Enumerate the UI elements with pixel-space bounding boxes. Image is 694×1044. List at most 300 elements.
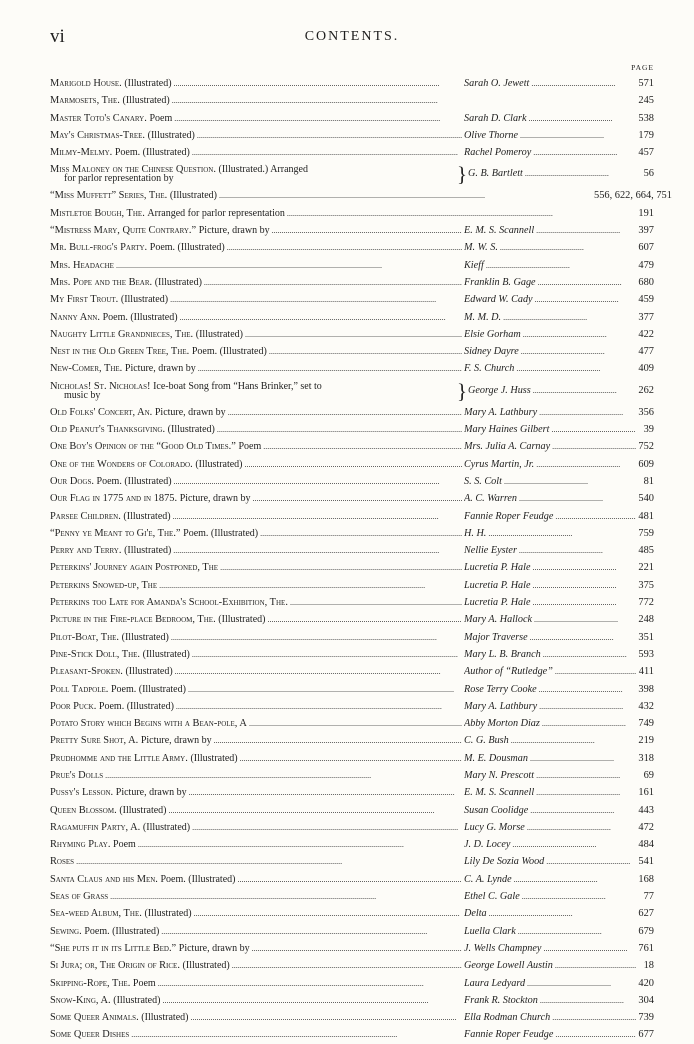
entry-author: Author of “Rutledge”	[464, 666, 553, 678]
entry-author: Sarah D. Clark	[464, 112, 527, 124]
entry-author: Lucretia P. Hale	[464, 562, 531, 574]
entry-title: Mistletoe Bough, The.	[50, 207, 145, 219]
entry-title-line	[50, 646, 462, 663]
entry-title: Potato Story which Begins with a Bean-pole, A	[50, 718, 247, 730]
entry-title: Master Toto's Canary.	[50, 112, 147, 124]
entry-title: One Boy's Opinion of the “Good Old Times.”	[50, 441, 236, 453]
entry-description: (Illustrated)	[142, 648, 190, 660]
toc-entry	[50, 438, 654, 455]
entry-page-number: 680	[638, 276, 654, 288]
entry-author: S. S. Colt	[464, 475, 502, 487]
entry-title: Old Peanut's Thanksgiving.	[50, 424, 166, 436]
entry-description: (Illustrated)	[119, 804, 167, 816]
entry-title-line	[50, 542, 462, 559]
entry-title: Prudhomme and the Little Army.	[50, 752, 188, 764]
entry-author: Ella Rodman Church	[464, 1012, 551, 1024]
entry-description: (Illustrated)	[195, 328, 243, 340]
page-folio: vi	[50, 26, 65, 47]
entry-description: Picture, drawn by	[140, 735, 212, 747]
entry-title: Pilot-Boat, The.	[50, 631, 120, 643]
toc-entry	[50, 853, 654, 870]
entry-title: “Miss Muffett” Series, The.	[50, 190, 168, 202]
entry-author: Mary A. Lathbury	[464, 406, 538, 418]
toc-entry	[50, 819, 654, 836]
contents-list	[50, 75, 672, 1044]
entry-title-line	[50, 871, 462, 888]
entry-title-line	[50, 378, 462, 395]
entry-title-line	[50, 525, 462, 542]
toc-entry	[50, 490, 654, 507]
entry-title-line	[50, 309, 462, 326]
entry-title-line	[50, 784, 462, 801]
entry-title-line	[50, 222, 462, 239]
entry-description: Poem. (Illustrated)	[96, 475, 172, 487]
entry-page-number: 409	[638, 363, 654, 375]
entry-description: (Illustrated)	[147, 129, 195, 141]
toc-entry	[50, 75, 654, 92]
entry-description: Arranged for parlor representation	[147, 207, 285, 219]
entry-title: Marmosets, The.	[50, 95, 120, 107]
entry-title-line	[50, 257, 462, 274]
entry-page-number: 472	[638, 821, 654, 833]
entry-page-number: 477	[638, 346, 654, 358]
entry-title-line	[50, 438, 462, 455]
entry-author: F. S. Church	[464, 363, 515, 375]
entry-page-number: 221	[638, 562, 654, 574]
entry-author: C. G. Bush	[464, 735, 509, 747]
entry-description: Poem. (Illustrated)	[98, 700, 174, 712]
entry-description: Poem	[149, 112, 173, 124]
toc-entry	[50, 888, 654, 905]
entry-title-line	[50, 326, 462, 343]
entry-title: Nanny Ann.	[50, 311, 100, 323]
toc-entry	[50, 611, 654, 628]
entry-page-number: 607	[638, 242, 654, 254]
toc-entry	[50, 802, 654, 819]
entry-author: Elsie Gorham	[464, 328, 521, 340]
entry-title-line	[50, 490, 462, 507]
entry-author: Sidney Dayre	[464, 346, 519, 358]
entry-title: Poor Puck.	[50, 700, 97, 712]
toc-entry	[50, 629, 654, 646]
entry-title: Prue's Dolls	[50, 769, 104, 781]
entry-page-number: 351	[638, 631, 654, 643]
entry-author: George J. Huss	[468, 384, 531, 396]
entry-title-line	[50, 274, 462, 291]
entry-title: Seas of Grass	[50, 891, 109, 903]
entry-description: Poem. (Illustrated)	[102, 311, 178, 323]
entry-title: Sewing.	[50, 925, 82, 937]
entry-title: Peterkins too Late for Amanda's School-Exhibition, The.	[50, 597, 288, 609]
entry-author: Nellie Eyster	[464, 545, 517, 557]
entry-title: Pleasant-Spoken.	[50, 666, 123, 678]
entry-title-line	[50, 732, 462, 749]
entry-title-line	[50, 559, 462, 576]
entry-title-line	[50, 957, 462, 974]
entry-title-line	[50, 992, 462, 1009]
entry-page-number: 479	[638, 259, 654, 271]
entry-description: (Illustrated)	[218, 614, 266, 626]
entry-page-number: 752	[638, 441, 654, 453]
page-column-heading: PAGE	[631, 63, 654, 72]
entry-title-line	[50, 291, 462, 308]
entry-title-line	[50, 663, 462, 680]
entry-title: Some Queer Animals.	[50, 1012, 139, 1024]
entry-title: “Penny ye Meant to Gi'e, The.”	[50, 527, 181, 539]
entry-author: M. W. S.	[464, 242, 498, 254]
entry-page-number: 161	[638, 787, 654, 799]
entry-page-number: 457	[638, 147, 654, 159]
entry-page-number: 481	[638, 510, 654, 522]
entry-page-number: 304	[638, 994, 654, 1006]
toc-entry	[50, 239, 654, 256]
entry-page-number: 459	[638, 294, 654, 306]
entry-page-number: 679	[638, 925, 654, 937]
toc-entry	[50, 378, 654, 404]
entry-description: Picture, drawn by	[179, 493, 251, 505]
entry-description: Poem. (Illustrated)	[191, 346, 267, 358]
entry-title: Skipping-Rope, The.	[50, 977, 131, 989]
entry-page-number: 759	[638, 527, 654, 539]
toc-entry	[50, 1026, 654, 1043]
entry-author: Mary L. B. Branch	[464, 648, 541, 660]
toc-entry	[50, 456, 654, 473]
entry-description: (Illustrated)	[142, 821, 191, 833]
entry-author: Fannie Roper Feudge	[464, 1029, 554, 1041]
entry-title: Pretty Sure Shot, A.	[50, 735, 139, 747]
entry-author: Luella Clark	[464, 925, 516, 937]
entry-description: (Illustrated)	[124, 78, 172, 89]
entry-author: E. M. S. Scannell	[464, 225, 535, 237]
entry-description: (Illustrated)	[113, 994, 161, 1006]
entry-author: Olive Thorne	[464, 129, 519, 141]
entry-title: “She puts it in its Little Bed.”	[50, 942, 177, 954]
entry-author: Mary A. Lathbury	[464, 700, 538, 712]
entry-title-line	[50, 802, 462, 819]
entry-description: Poem. (Illustrated)	[84, 925, 160, 937]
toc-entry	[50, 577, 654, 594]
entry-page-number: 245	[638, 95, 654, 107]
entry-title: Roses	[50, 856, 75, 868]
entry-title: Some Queer Dishes	[50, 1029, 130, 1041]
entry-description: Picture, drawn by	[124, 363, 196, 375]
entry-description: (Illustrated)	[154, 276, 202, 288]
toc-entry	[50, 681, 654, 698]
entry-title: Old Folks' Concert, An.	[50, 406, 153, 418]
entry-title-line	[50, 110, 462, 127]
entry-description: Ice-boat Song from “Hans Brinker,” set to	[153, 380, 322, 392]
entry-title-line	[50, 92, 580, 109]
entry-title-line	[50, 715, 462, 732]
entry-page-number: 69	[643, 769, 654, 781]
toc-entry	[50, 715, 654, 732]
entry-author: Mrs. Julia A. Carnay	[464, 441, 551, 453]
entry-description: Poem	[132, 977, 156, 989]
entry-description: Poem. (Illustrated)	[149, 242, 225, 254]
entry-title-line	[50, 187, 580, 204]
entry-description: (Illustrated)	[144, 908, 192, 920]
entry-author: Cyrus Martin, Jr.	[464, 458, 535, 470]
entry-description: Picture, drawn by	[115, 787, 187, 799]
entry-title: Pine-Stick Doll, The.	[50, 648, 141, 660]
entry-author: Lucretia P. Hale	[464, 579, 531, 591]
entry-page-number: 179	[638, 129, 654, 141]
entry-author: M. M. D.	[464, 311, 502, 323]
toc-entry	[50, 525, 654, 542]
entry-title: New-Comer, The.	[50, 363, 123, 375]
entry-description: (Illustrated)	[182, 960, 230, 972]
toc-entry	[50, 975, 654, 992]
entry-title: Ragamuffin Party, A.	[50, 821, 141, 833]
entry-title-line	[50, 404, 462, 421]
entry-description: (Illustrated)	[122, 95, 170, 107]
entry-description: (Illustrated)	[167, 424, 215, 436]
entry-title-line	[50, 144, 462, 161]
entry-page-number: 538	[638, 112, 654, 124]
toc-entry	[50, 992, 654, 1009]
toc-entry	[50, 1009, 654, 1026]
entry-author: Fannie Roper Feudge	[464, 510, 554, 522]
entry-title-line	[50, 421, 462, 438]
toc-entry	[50, 836, 654, 853]
brace-glyph: }	[457, 378, 468, 403]
entry-description: (Illustrated)	[141, 1012, 189, 1024]
entry-description: Poem	[113, 839, 136, 851]
toc-entry	[50, 343, 654, 360]
toc-entry	[50, 663, 654, 680]
entry-title: Nest in the Old Green Tree, The.	[50, 346, 190, 358]
entry-page-number: 739	[638, 1012, 654, 1024]
entry-page-number: 485	[638, 545, 654, 557]
entry-page-number: 191	[638, 207, 654, 219]
entry-page-number: 81	[643, 475, 654, 487]
toc-entry	[50, 750, 654, 767]
entry-description: (Illustrated)	[195, 458, 243, 470]
entry-page-number: 39	[643, 424, 654, 436]
entry-description: Picture, drawn by	[154, 406, 226, 418]
entry-author: M. E. Dousman	[464, 752, 528, 764]
entry-title-line	[50, 508, 462, 525]
entry-author: Major Traverse	[464, 631, 528, 643]
entry-title-line	[50, 905, 462, 922]
toc-entry	[50, 92, 654, 109]
entry-page-number: 397	[638, 225, 654, 237]
entry-title: Santa Claus and his Men.	[50, 873, 158, 885]
entry-page-number: 219	[638, 735, 654, 747]
entry-title-line	[50, 836, 462, 853]
entry-page-number: 318	[638, 752, 654, 764]
toc-entry	[50, 421, 654, 438]
entry-description: (Illustrated)	[169, 190, 218, 202]
entry-page-number: 540	[638, 493, 654, 505]
entry-author: Sarah O. Jewett	[464, 78, 530, 89]
entry-author: Ethel C. Gale	[464, 891, 520, 903]
entry-author: Rachel Pomeroy	[464, 147, 532, 159]
toc-entry	[50, 473, 654, 490]
entry-page-number: 556, 622, 664, 751	[594, 190, 672, 202]
entry-continuation: music by	[64, 389, 101, 401]
entry-page-number: 593	[638, 648, 654, 660]
toc-entry	[50, 957, 654, 974]
entry-page-number: 377	[638, 311, 654, 323]
entry-author: Mary N. Prescott	[464, 769, 535, 781]
entry-author: Laura Ledyard	[464, 977, 526, 989]
entry-title-line	[50, 975, 462, 992]
entry-page-number: 420	[638, 977, 654, 989]
entry-title-line	[50, 594, 462, 611]
toc-entry	[50, 594, 654, 611]
entry-title-line	[50, 473, 462, 490]
entry-author: Mary A. Hallock	[464, 614, 532, 626]
entry-page-number: 749	[638, 718, 654, 730]
entry-title-line	[50, 1026, 462, 1043]
entry-title-line	[50, 888, 462, 905]
entry-description: (Illustrated)	[124, 545, 172, 557]
entry-page-number: 375	[638, 579, 654, 591]
entry-page-number: 443	[638, 804, 654, 816]
entry-author: Kieff	[464, 259, 484, 271]
entry-title: Mr. Bull-frog's Party.	[50, 242, 148, 254]
entry-title-line	[50, 698, 462, 715]
toc-entry	[50, 508, 654, 525]
entry-description: (Illustrated)	[190, 752, 238, 764]
entry-description: (Illustrated)	[121, 631, 169, 643]
entry-title: May's Christmas-Tree.	[50, 129, 146, 141]
entry-title: Nicholas! St. Nicholas!	[50, 380, 151, 392]
entry-title-line	[50, 239, 462, 256]
entry-page-number: 356	[638, 406, 654, 418]
entry-title: Sea-weed Album, The.	[50, 908, 142, 920]
entry-title-line	[50, 205, 580, 222]
toc-entry	[50, 871, 654, 888]
entry-author: Lucretia P. Hale	[464, 597, 531, 609]
toc-entry	[50, 161, 654, 187]
toc-entry	[50, 309, 654, 326]
toc-entry	[50, 205, 654, 222]
toc-entry	[50, 257, 654, 274]
toc-entry	[50, 784, 654, 801]
entry-title-line	[50, 853, 462, 870]
toc-entry	[50, 646, 654, 663]
entry-title: Peterkins Snowed-up, The	[50, 579, 158, 591]
entry-title: Milmy-Melmy.	[50, 147, 113, 159]
toc-entry	[50, 274, 654, 291]
entry-author: A. C. Warren	[464, 493, 518, 505]
toc-entry	[50, 222, 654, 239]
entry-title-line	[50, 940, 462, 957]
entry-page-number: 484	[638, 839, 654, 851]
entry-page-number: 262	[638, 384, 654, 396]
entry-page-number: 56	[643, 168, 654, 180]
toc-entry	[50, 326, 654, 343]
entry-page-number: 248	[638, 614, 654, 626]
entry-title: Our Dogs.	[50, 475, 94, 487]
entry-author: Frank R. Stockton	[464, 994, 538, 1006]
entry-title-line	[50, 75, 462, 92]
entry-description: (Illustrated)	[125, 666, 173, 678]
toc-entry	[50, 291, 654, 308]
entry-page-number: 18	[643, 960, 654, 972]
toc-entry	[50, 542, 654, 559]
entry-author: Lucy G. Morse	[464, 821, 525, 833]
page-title: CONTENTS.	[304, 29, 400, 44]
entry-title-line	[50, 767, 462, 784]
toc-entry	[50, 127, 654, 144]
entry-title-line	[50, 456, 462, 473]
entry-description: (Illustrated)	[123, 510, 171, 522]
entry-description: Poem. (Illustrated)	[114, 147, 190, 159]
entry-title: “Mistress Mary, Quite Contrary.”	[50, 225, 197, 237]
entry-title: Mrs. Headache	[50, 259, 114, 271]
entry-page-number: 609	[638, 458, 654, 470]
entry-author: Mary Haines Gilbert	[464, 424, 550, 436]
entry-title-line	[50, 360, 462, 377]
entry-author: Susan Coolidge	[464, 804, 529, 816]
entry-title-line	[50, 819, 462, 836]
toc-entry	[50, 767, 654, 784]
entry-author: Franklin B. Gage	[464, 276, 536, 288]
entry-author: H. H.	[464, 527, 487, 539]
toc-entry	[50, 404, 654, 421]
entry-title-line	[50, 1009, 462, 1026]
entry-page-number: 627	[638, 908, 654, 920]
entry-title-line	[50, 750, 462, 767]
entry-author: Lily De Sozia Wood	[464, 856, 545, 868]
entry-description: Picture, drawn by	[198, 225, 270, 237]
entry-title: Poll Tadpole.	[50, 683, 109, 695]
entry-description: Poem. (Illustrated)	[183, 527, 259, 539]
toc-entry	[50, 559, 654, 576]
entry-title-line	[50, 127, 462, 144]
entry-author: G. B. Bartlett	[468, 168, 523, 180]
entry-title: Miss Maloney on the Chinese Question.	[50, 164, 216, 176]
toc-entry	[50, 905, 654, 922]
entry-title: Rhyming Play.	[50, 839, 111, 851]
entry-title: Perry and Terry.	[50, 545, 122, 557]
toc-entry	[50, 144, 654, 161]
entry-author: George Lowell Austin	[464, 960, 553, 972]
brace-glyph: }	[457, 162, 468, 187]
entry-page-number: 677	[638, 1029, 654, 1041]
entry-title-line	[50, 629, 462, 646]
entry-author: J. Wells Champney	[464, 942, 542, 954]
entry-title: Queen Blossom.	[50, 804, 117, 816]
entry-title: Pussy's Lesson.	[50, 787, 114, 799]
entry-author: Abby Morton Diaz	[464, 718, 540, 730]
entry-continuation: for parlor representation by	[64, 173, 174, 185]
entry-page-number: 398	[638, 683, 654, 695]
entry-title-line	[50, 681, 462, 698]
entry-description: Picture, drawn by	[178, 942, 250, 954]
entry-author: Delta	[464, 908, 487, 920]
entry-title-line	[50, 577, 462, 594]
entry-author: Rose Terry Cooke	[464, 683, 537, 695]
entry-page-number: 77	[643, 891, 654, 903]
entry-author: E. M. S. Scannell	[464, 787, 535, 799]
toc-entry	[50, 732, 654, 749]
entry-title: Mrs. Pope and the Bear.	[50, 276, 153, 288]
entry-page-number: 571	[638, 78, 654, 89]
entry-title-line	[50, 923, 462, 940]
entry-author: Edward W. Cady	[464, 294, 533, 306]
toc-entry	[50, 923, 654, 940]
entry-title-line	[50, 611, 462, 628]
entry-title: Picture in the Fire-place Bedroom, The.	[50, 614, 216, 626]
entry-title: Our Flag in 1775 and in 1875.	[50, 493, 178, 505]
entry-title: Peterkins' Journey again Postponed, The	[50, 562, 219, 574]
entry-description: (Illustrated.) Arranged	[218, 164, 308, 176]
entry-title: My First Trout.	[50, 294, 119, 306]
